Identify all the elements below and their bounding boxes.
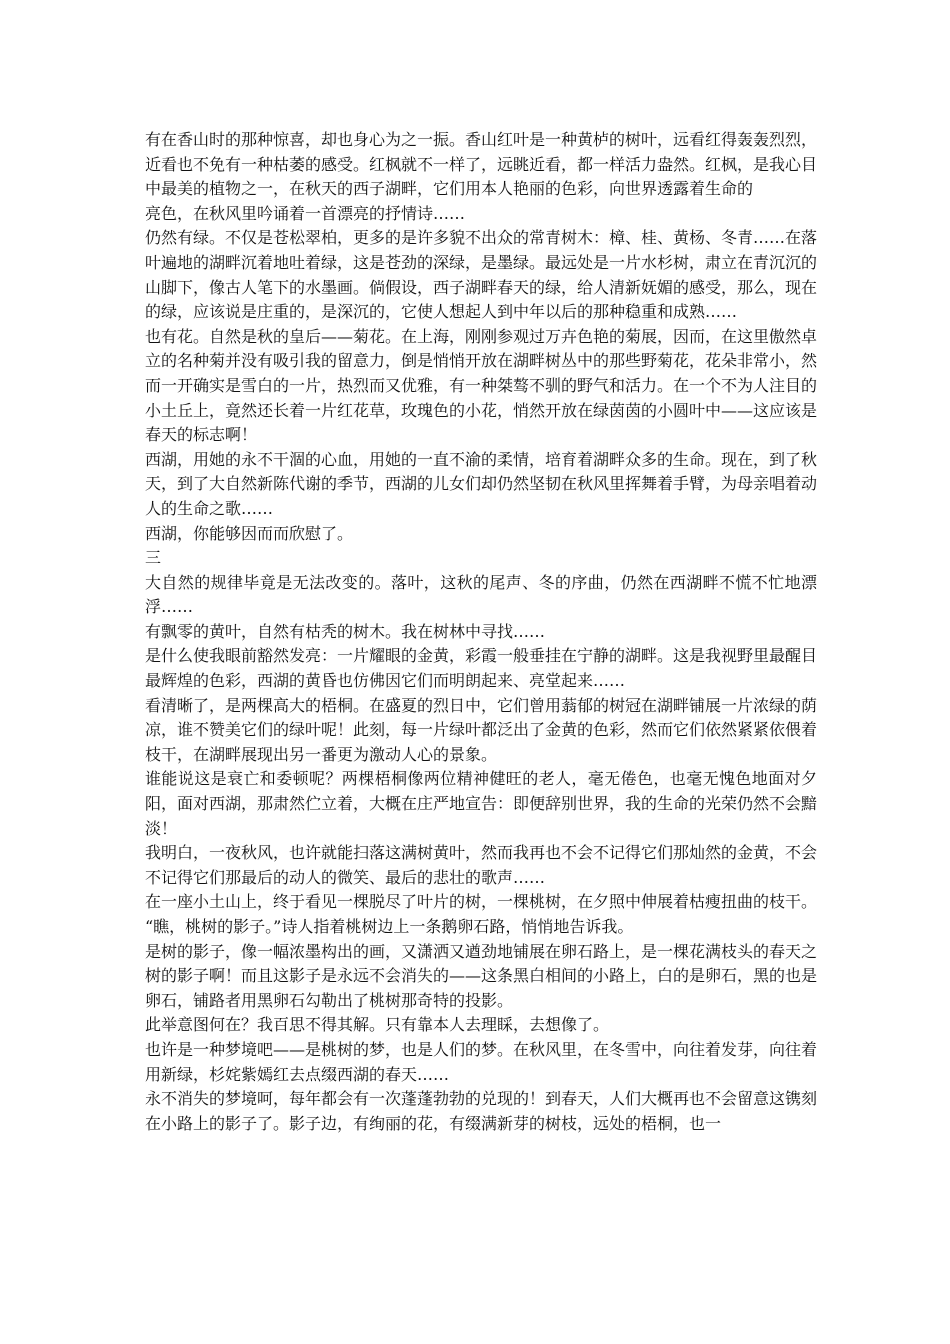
paragraph: 也有花。自然是秋的皇后——菊花。在上海，刚刚参观过万卉色艳的菊展，因而，在这里傲然卓立的名种菊并没有吸引我的留意力，倒是悄悄开放在湖畔树丛中的那些野菊花，花朵非常小，然而一开确实是雪白的一片，热烈而又优雅，有一种桀骜不驯的野气和活力。在一个不为人注目的小土丘上，竟然还长着一片红花草，玫瑰色的小花，悄然开放在绿茵茵的小圆叶中——这应该是春天的标志啊！ [145, 326, 818, 445]
paragraph: 大自然的规律毕竟是无法改变的。落叶，这秋的尾声、冬的序曲，仍然在西湖畔不慌不忙地漂浮…… [145, 572, 817, 617]
paragraph: 在一座小土山上，终于看见一棵脱尽了叶片的树，一棵桃树，在夕照中伸展着枯瘦扭曲的枝干。 [145, 892, 818, 912]
paragraph: 谁能说这是衰亡和委顿呢？两棵梧桐像两位精神健旺的老人，毫无倦色，也毫无愧色地面对夕阳，面对西湖，那肃然伫立着，大概在庄严地宣告：即便辞别世界，我的生命的光荣仍然不会黯淡！ [145, 769, 818, 838]
document-page [145, 128, 817, 1136]
paragraph: 永不消失的梦境呵，每年都会有一次蓬蓬勃勃的兑现的！到春天，人们大概再也不会留意这镌刻在小路上的影子了。影子边，有绚丽的花，有缀满新芽的树枝，远处的梧桐，也一 [145, 1089, 818, 1133]
paragraph: 西湖，你能够因而而欣慰了。 [145, 523, 354, 543]
paragraph: “瞧，桃树的影子。”诗人指着桃树边上一条鹅卵石路，悄悄地告诉我。 [145, 917, 634, 936]
paragraph: 我明白，一夜秋风，也许就能扫落这满树黄叶，然而我再也不会不记得它们那灿然的金黄，不会不记得它们那最后的动人的微笑、最后的悲壮的歌声…… [145, 843, 818, 887]
paragraph: 是树的影子，像一幅浓墨构出的画，又潇洒又遒劲地铺展在卵石路上，是一棵花满枝头的春天之树的影子啊！而且这影子是永远不会消失的——这条黑白相间的小路上，白的是卵石，黑的也是卵石，铺路者用黑卵石勾勒出了桃树那奇特的投影。 [145, 941, 818, 1010]
paragraph: 有飘零的黄叶，自然有枯秃的树木。我在树林中寻找…… [145, 621, 546, 641]
paragraph: 亮色，在秋风里吟诵着一首漂亮的抒情诗…… [145, 203, 466, 223]
paragraph: 此举意图何在？我百思不得其解。只有靠本人去理睬，去想像了。 [145, 1015, 610, 1035]
paragraph: 仍然有绿。不仅是苍松翠柏，更多的是许多貌不出众的常青树木：樟、桂、黄杨、冬青……在落叶遍地的湖畔沉着地吐着绿，这是苍劲的深绿，是墨绿。最远处是一片水杉树，肃立在青沉沉的山脚下，像古人笔下的水墨画。倘假设，西子湖畔春天的绿，给人清新妩媚的感受，那么，现在的绿，应该说是庄重的，是深沉的，它使人想起人到中年以后的那种稳重和成熟…… [145, 228, 818, 322]
paragraph: 是什么使我眼前豁然发亮：一片耀眼的金黄，彩霞一般垂挂在宁静的湖畔。这是我视野里最醒目最辉煌的色彩，西湖的黄昏也仿佛因它们而明朗起来、亮堂起来…… [145, 646, 818, 691]
section-heading: 三 [145, 548, 162, 568]
paragraph: 西湖，用她的永不干涸的心血，用她的一直不渝的柔情，培育着湖畔众多的生命。现在，到了秋天，到了大自然新陈代谢的季节，西湖的儿女们却仍然坚韧在秋风里挥舞着手臂，为母亲唱着动人的生命之歌…… [145, 449, 818, 518]
paragraph: 有在香山时的那种惊喜，却也身心为之一振。香山红叶是一种黄栌的树叶，远看红得轰轰烈烈，近看也不免有一种枯萎的感受。红枫就不一样了，远眺近看，都一样活力盎然。红枫，是我心目中最美的植物之一，在秋天的西子湖畔，它们用本人艳丽的色彩，向世界透露着生命的 [145, 130, 818, 199]
paragraph: 看清晰了，是两棵高大的梧桐。在盛夏的烈日中，它们曾用蓊郁的树冠在湖畔铺展一片浓绿的荫凉，谁不赞美它们的绿叶呢！此刻，每一片绿叶都泛出了金黄的色彩，然而它们依然紧紧依偎着枝干，在湖畔展现出另一番更为激动人心的景象。 [145, 695, 818, 764]
paragraph: 也许是一种梦境吧——是桃树的梦，也是人们的梦。在秋风里，在冬雪中，向往着发芽，向往着用新绿，杉姹紫嫣红去点缀西湖的春天…… [145, 1039, 818, 1084]
